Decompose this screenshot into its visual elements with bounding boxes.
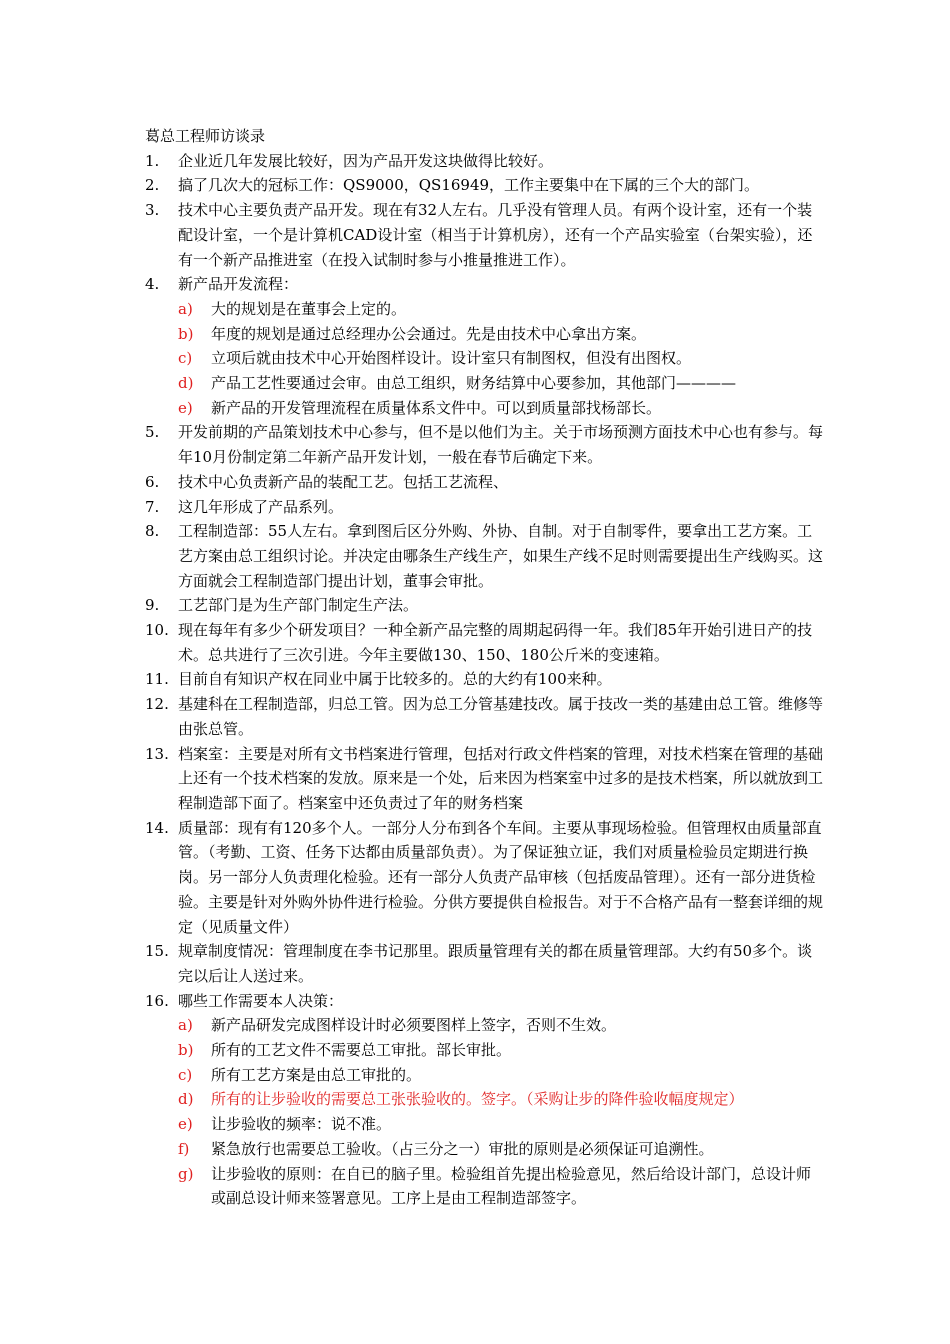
sub-item-letter: a) (178, 299, 193, 318)
list-item-8 (145, 519, 825, 593)
item-text: 工艺部门是为生产部门制定生产法。 (178, 596, 419, 615)
sub-item-e (178, 396, 825, 421)
interview-list (145, 149, 825, 1211)
item-text: 质量部：现有有120多个人。一部分人分布到各个车间。主要从事现场检验。但管理权由质量部直管。（考勤、工资、任务下达都由质量部负责）。为了保证独立证，我们对质量检验员定期进行换岗。另一部分人负责理化检验。还有一部分人负责产品审核（包括废品管理）。还有一部分进货检验。主要是针对外购外协件进行检验。分供方要提供自检报告。对于不合格产品有一整套详细的规定（见质量文件） (178, 818, 824, 936)
sub-item-text: 年度的规划是通过总经理办公会通过。先是由技术中心拿出方案。 (211, 324, 647, 343)
item-number: 4. (145, 275, 160, 294)
list-item-6 (145, 470, 825, 495)
sub-item-text: 立项后就由技术中心开始图样设计。设计室只有制图权，但没有出图权。 (211, 349, 692, 368)
list-item-13 (145, 742, 825, 816)
item-number: 12. (145, 695, 169, 714)
sub-item-letter: b) (178, 324, 194, 343)
sub-item-text: 让步验收的原则：在自已的脑子里。检验组首先提出检验意见，然后给设计部门，总设计师或副总设计师来签署意见。工序上是由工程制造部签字。 (211, 1164, 812, 1208)
item-text: 现在每年有多少个研发项目？一种全新产品完整的周期起码得一年。我们85年开始引进日产的技术。总共进行了三次引进。今年主要做130、150、180公斤米的变速箱。 (178, 621, 813, 664)
sub-item-letter: d) (178, 374, 194, 393)
sub-item-d (178, 371, 825, 396)
item-number: 10. (145, 621, 169, 640)
item-number: 13. (145, 744, 169, 763)
item-text: 哪些工作需要本人决策： (178, 991, 344, 1010)
sub-item-b (178, 1038, 825, 1063)
list-item-14 (145, 816, 825, 940)
item-number: 6. (145, 472, 160, 491)
sub-item-letter: a) (178, 1016, 193, 1035)
sub-item-letter: g) (178, 1164, 194, 1183)
sub-item-text: 大的规划是在董事会上定的。 (211, 299, 407, 318)
item-text: 档案室：主要是对所有文书档案进行管理，包括对行政文件档案的管理，对技术档案在管理的基础上还有一个技术档案的发放。原来是一个处，后来因为档案室中过多的是技术档案，所以就放到工程制造部下面了。档案室中还负责过了年的财务档案 (178, 744, 824, 812)
list-item-4 (145, 272, 825, 420)
item-number: 2. (145, 176, 160, 195)
item-number: 1. (145, 151, 160, 170)
sub-item-e (178, 1112, 825, 1137)
list-item-2 (145, 173, 825, 198)
document-page (145, 124, 825, 1211)
item-text: 搞了几次大的冠标工作：QS9000，QS16949，工作主要集中在下属的三个大的部门。 (178, 176, 760, 195)
list-item-3 (145, 198, 825, 272)
sub-item-text: 让步验收的频率：说不准。 (211, 1115, 392, 1134)
document-title: 葛总工程师访谈录 (145, 127, 266, 145)
sub-item-text-highlighted: 所有的让步验收的需要总工张张验收的。签字。（采购让步的降件验收幅度规定） (211, 1090, 744, 1109)
sub-item-letter: b) (178, 1041, 194, 1060)
list-item-10 (145, 618, 825, 667)
sub-item-c (178, 1063, 825, 1088)
list-item-5 (145, 420, 825, 469)
item-text: 规章制度情况：管理制度在李书记那里。跟质量管理有关的都在质量管理部。大约有50多个。谈完以后让人送过来。 (178, 942, 813, 985)
sub-item-letter: e) (178, 398, 193, 417)
sub-item-text: 产品工艺性要通过会审。由总工组织，财务结算中心要参加，其他部门———— (211, 374, 737, 393)
sub-item-b (178, 322, 825, 347)
sub-item-text: 所有的工艺文件不需要总工审批。部长审批。 (211, 1041, 512, 1060)
item-text: 技术中心主要负责产品开发。现在有32人左右。几乎没有管理人员。有两个设计室，还有一个装配设计室，一个是计算机CAD设计室（相当于计算机房），还有一个产品实验室（台架实验），还有一个新产品推进室（在投入试制时参与小推量推进工作）。 (178, 201, 813, 269)
sub-item-letter: c) (178, 1065, 193, 1084)
item-number: 11. (145, 670, 169, 689)
item-number: 7. (145, 497, 160, 516)
item-number: 8. (145, 522, 160, 541)
item-number: 5. (145, 423, 160, 442)
list-item-12 (145, 692, 825, 741)
item-number: 16. (145, 991, 169, 1010)
item-text: 工程制造部：55人左右。拿到图后区分外购、外协、自制。对于自制零件，要拿出工艺方案。工艺方案由总工组织讨论。并决定由哪条生产线生产，如果生产线不足时则需要提出生产线购买。这方面就会工程制造部门提出计划，董事会审批。 (178, 522, 824, 590)
sub-item-a (178, 1013, 825, 1038)
item-number: 15. (145, 942, 169, 961)
item-number: 3. (145, 201, 160, 220)
sub-item-letter: e) (178, 1115, 193, 1134)
item-text: 开发前期的产品策划技术中心参与，但不是以他们为主。关于市场预测方面技术中心也有参与。每年10月份制定第二年新产品开发计划，一般在春节后确定下来。 (178, 423, 824, 467)
item-text: 基建科在工程制造部，归总工管。因为总工分管基建技改。属于技改一类的基建由总工管。维修等由张总管。 (178, 695, 824, 738)
list-item-1 (145, 149, 825, 174)
item-number: 9. (145, 596, 160, 615)
sub-item-text: 新产品的开发管理流程在质量体系文件中。可以到质量部找杨部长。 (211, 398, 662, 417)
sublist-decisions (178, 1013, 825, 1211)
sub-item-letter: f) (178, 1139, 190, 1158)
list-item-11 (145, 667, 825, 692)
sub-item-text: 所有工艺方案是由总工审批的。 (211, 1065, 422, 1084)
item-number: 14. (145, 818, 169, 837)
sub-item-a (178, 297, 825, 322)
list-item-7 (145, 495, 825, 520)
sub-item-text: 新产品研发完成图样设计时必须要图样上签字，否则不生效。 (211, 1016, 617, 1035)
sublist-development-process (178, 297, 825, 421)
item-text: 技术中心负责新产品的装配工艺。包括工艺流程、 (178, 472, 509, 491)
sub-item-d-highlighted (178, 1087, 825, 1112)
sub-item-g (178, 1162, 825, 1211)
sub-item-f (178, 1137, 825, 1162)
list-item-16 (145, 989, 825, 1211)
item-text: 新产品开发流程： (178, 275, 299, 294)
item-text: 企业近几年发展比较好，因为产品开发这块做得比较好。 (178, 151, 554, 170)
item-text: 目前自有知识产权在同业中属于比较多的。总的大约有100来种。 (178, 670, 612, 689)
sub-item-c (178, 346, 825, 371)
item-text: 这几年形成了产品系列。 (178, 497, 344, 516)
list-item-9 (145, 593, 825, 618)
list-item-15 (145, 939, 825, 988)
sub-item-text: 紧急放行也需要总工验收。（占三分之一）审批的原则是必须保证可追溯性。 (211, 1139, 714, 1158)
sub-item-letter: d) (178, 1090, 194, 1109)
sub-item-letter: c) (178, 349, 193, 368)
